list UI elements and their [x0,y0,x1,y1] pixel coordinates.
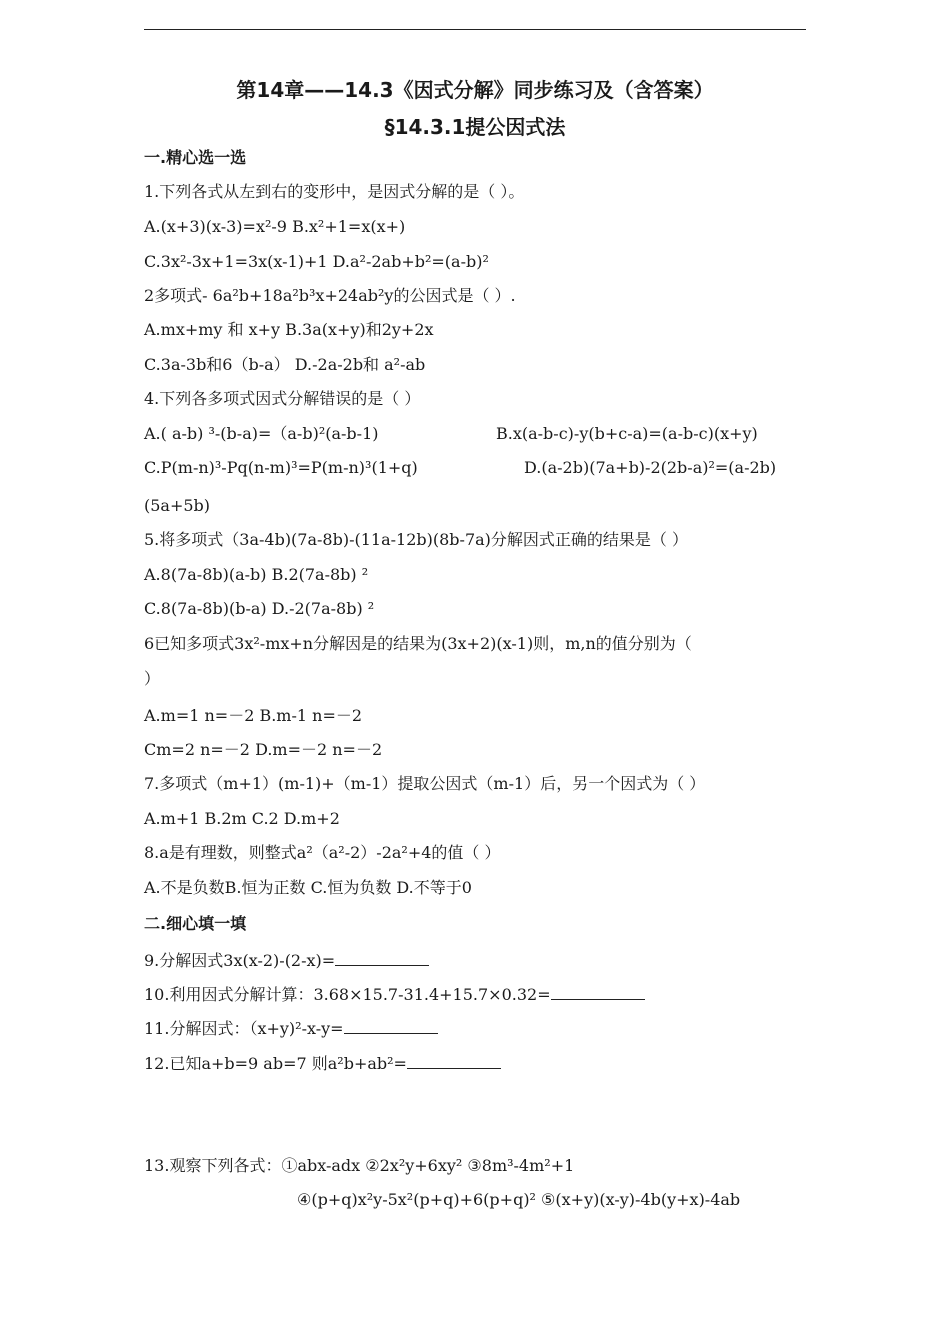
question-9-text: 9.分解因式3x(x-2)-(2-x)= [144,951,336,970]
answer-blank [344,1017,438,1034]
question-4: 4.下列各多项式因式分解错误的是（ ） [144,389,421,408]
question-10 [144,983,645,1005]
question-5: 5.将多项式（3a-4b)(7a-8b)-(11a-12b)(8b-7a)分解因式正确的结果是（ ） [144,530,689,549]
question-1: 1.下列各式从左到右的变形中，是因式分解的是（ ）。 [144,182,525,201]
question-8-options: A.不是负数B.恒为正数 C.恒为负数 D.不等于0 [144,878,472,897]
question-2: 2多项式- 6a²b+18a²b³x+24ab²y的公因式是（ ）. [144,286,516,305]
answer-blank [407,1052,501,1069]
question-13-continued: ④(p+q)x²y-5x²(p+q)+6(p+q)² ⑤(x+y)(x-y)-4b(y+x)-4ab [297,1190,741,1209]
question-5-options-ab: A.8(7a-8b)(a-b) B.2(7a-8b) ² [144,565,369,584]
header-rule [144,29,806,30]
question-12-text: 12.已知a+b=9 ab=7 则a²b+ab²= [144,1054,407,1073]
answer-blank [551,983,645,1000]
question-9 [144,949,429,971]
section-heading-choice: 一.精心选一选 [144,148,247,167]
question-6-options-ab: A.m=1 n=－2 B.m-1 n=－2 [144,706,363,725]
question-12 [144,1052,501,1074]
question-1-options-cd: C.3x²-3x+1=3x(x-1)+1 D.a²-2ab+b²=(a-b)² [144,252,489,271]
document-title: 第14章——14.3《因式分解》同步练习及（含答案） [236,78,714,102]
question-8: 8.a是有理数，则整式a²（a²-2）-2a²+4的值（ ） [144,843,501,862]
question-4-option-b: B.x(a-b-c)-y(b+c-a)=(a-b-c)(x+y) [496,424,758,443]
question-11 [144,1017,438,1039]
question-5-options-cd: C.8(7a-8b)(b-a) D.-2(7a-8b) ² [144,599,375,618]
question-6-end: ） [144,669,161,688]
question-11-text: 11.分解因式：（x+y)²-x-y= [144,1019,344,1038]
section-subtitle: §14.3.1提公因式法 [384,115,566,139]
question-2-options-ab: A.mx+my 和 x+y B.3a(x+y)和2y+2x [144,320,434,339]
question-7-options: A.m+1 B.2m C.2 D.m+2 [144,809,340,828]
question-4-option-d-continued: (5a+5b) [144,496,211,515]
question-10-text: 10.利用因式分解计算：3.68×15.7-31.4+15.7×0.32= [144,985,551,1004]
question-2-options-cd: C.3a-3b和6（b-a） D.-2a-2b和 a²-ab [144,355,426,374]
question-4-option-a: A.( a-b) ³-(b-a)=（a-b)²(a-b-1) [144,424,379,443]
question-1-options-ab: A.(x+3)(x-3)=x²-9 B.x²+1=x(x+) [144,217,406,236]
answer-blank [335,949,429,966]
question-6-options-cd: Cm=2 n=－2 D.m=－2 n=－2 [144,740,383,759]
section-heading-fill: 二.细心填一填 [144,914,247,933]
question-7: 7.多项式（m+1）(m-1)+（m-1）提取公因式（m-1）后，另一个因式为（ ） [144,774,706,793]
question-4-option-c: C.P(m-n)³-Pq(n-m)³=P(m-n)³(1+q) [144,458,418,477]
question-6: 6已知多项式3x²-mx+n分解因是的结果为(3x+2)(x-1)则，m,n的值分别为（ [144,634,692,653]
question-4-option-d: D.(a-2b)(7a+b)-2(2b-a)²=(a-2b) [524,458,777,477]
question-13: 13.观察下列各式：①abx-adx ②2x²y+6xy² ③8m³-4m²+1 [144,1156,575,1175]
